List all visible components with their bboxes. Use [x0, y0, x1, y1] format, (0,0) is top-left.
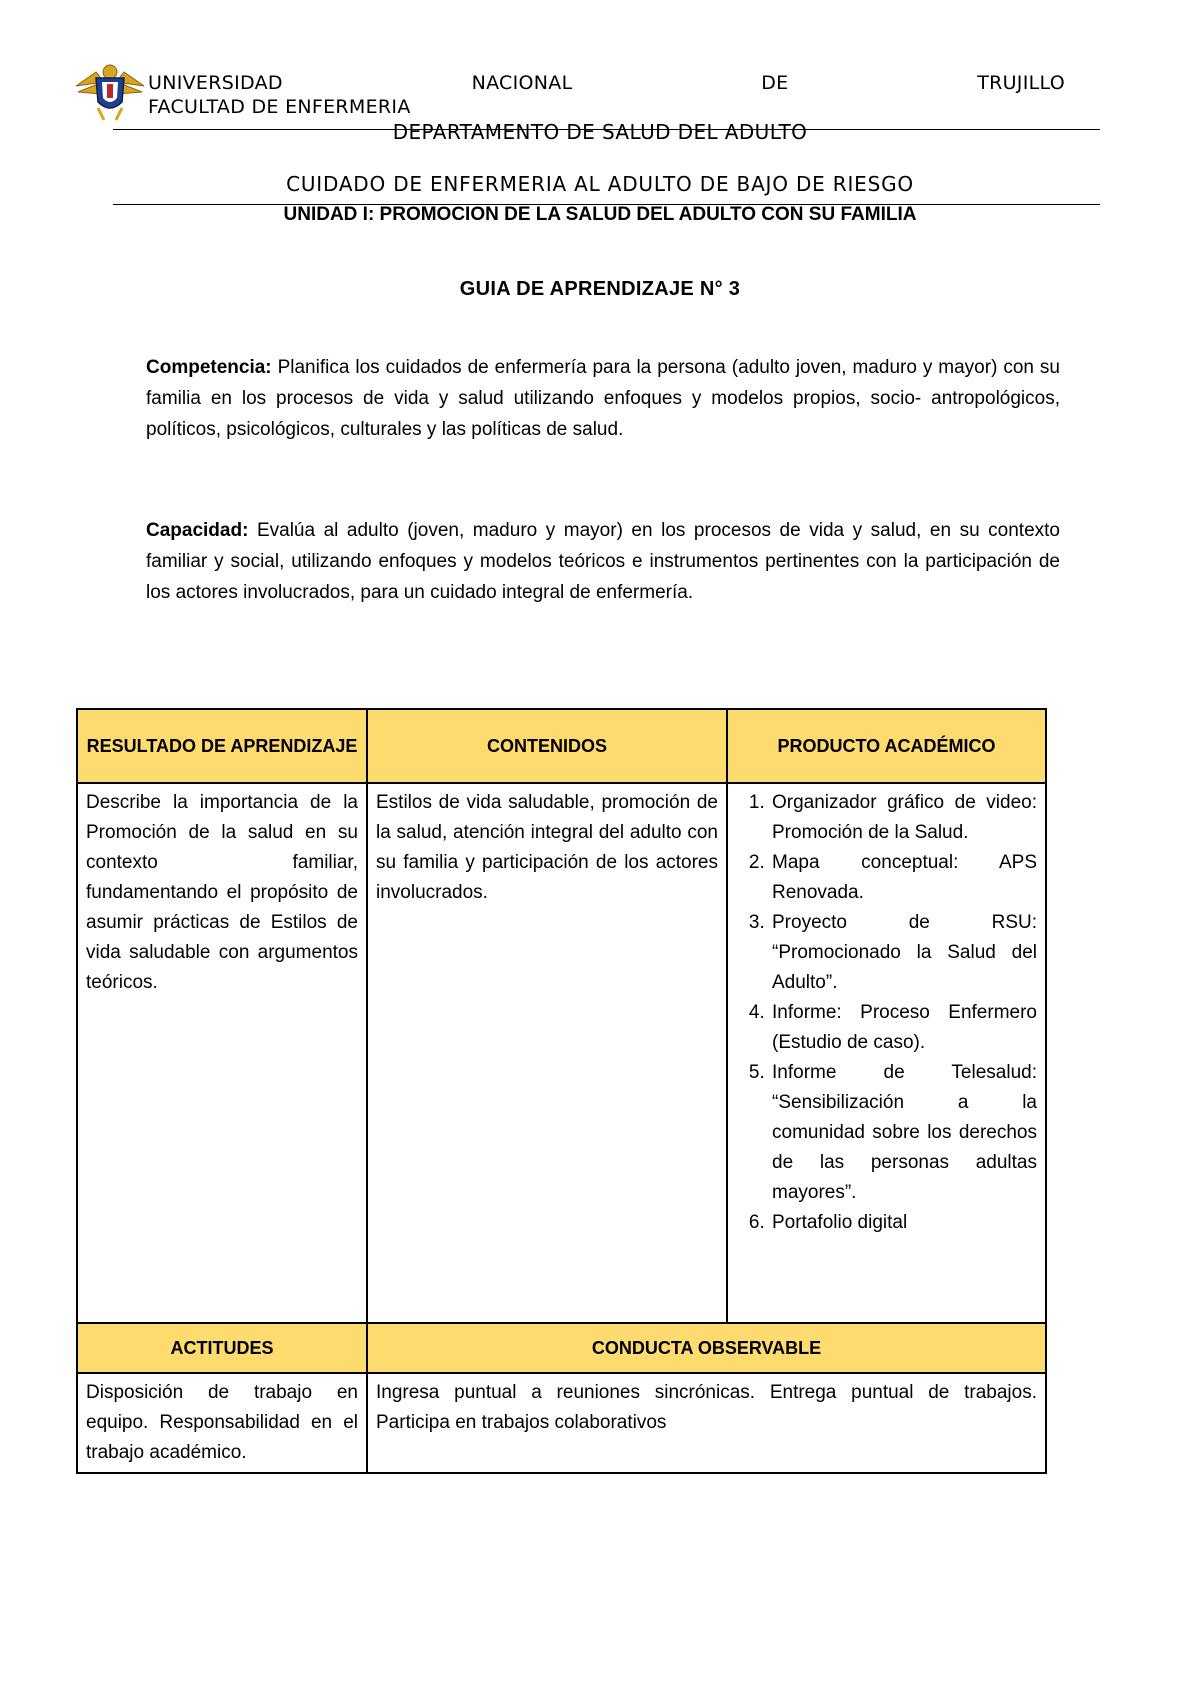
- university-name: [148, 72, 1065, 94]
- table-row: [77, 1373, 1046, 1473]
- conducta-cell: Ingresa puntual a reuniones sincrónicas. Entrega puntual de trabajos. Participa en trabajos colaborativos: [367, 1373, 1046, 1473]
- capacidad-paragraph: [146, 515, 1060, 608]
- header-contenidos: CONTENIDOS: [367, 709, 727, 783]
- university-word: UNIVERSIDAD: [148, 72, 283, 94]
- producto-list: [736, 788, 1037, 1238]
- guide-title: GUIA DE APRENDIZAJE N° 3: [459, 278, 741, 300]
- university-word: TRUJILLO: [977, 72, 1065, 94]
- table-header-row: [77, 1323, 1046, 1373]
- competencia-paragraph: [146, 352, 1060, 445]
- producto-cell: [727, 783, 1046, 1323]
- table-row: [77, 783, 1046, 1323]
- list-item: 3. Proyecto de RSU: “Promocionado la Salud del Adulto”.: [770, 908, 1037, 998]
- actitudes-cell: Disposición de trabajo en equipo. Responsabilidad en el trabajo académico.: [77, 1373, 367, 1473]
- university-seal-icon: [74, 58, 146, 122]
- course-title: CUIDADO DE ENFERMERIA AL ADULTO DE BAJO DE RIESGO: [286, 172, 914, 196]
- resultado-cell: Describe la importancia de la Promoción de la salud en su contexto familiar, fundamentando el propósito de asumir prácticas de Estilos de vida saludable con argumentos teóricos.: [77, 783, 367, 1323]
- list-item: 2. Mapa conceptual: APS Renovada.: [770, 848, 1037, 908]
- university-word: NACIONAL: [471, 72, 573, 94]
- list-item: 5. Informe de Telesalud: “Sensibilización a la comunidad sobre los derechos de las personas adultas mayores”.: [770, 1058, 1037, 1208]
- header-conducta: CONDUCTA OBSERVABLE: [367, 1323, 1046, 1373]
- learning-table: [76, 708, 1047, 1474]
- competencia-text: Planifica los cuidados de enfermería para la persona (adulto joven, maduro y mayor) con su familia en los procesos de vida y salud utilizando enfoques y modelos propios, socio- antropológicos, políticos, psicológicos, culturales y las políticas de salud.: [146, 357, 1060, 440]
- header-actitudes: ACTITUDES: [77, 1323, 367, 1373]
- department-name: DEPARTAMENTO DE SALUD DEL ADULTO: [392, 120, 808, 144]
- header-resultado: RESULTADO DE APRENDIZAJE: [77, 709, 367, 783]
- faculty-name: FACULTAD DE ENFERMERIA: [148, 96, 411, 118]
- list-item: 6. Portafolio digital: [770, 1208, 1037, 1238]
- list-item: 1. Organizador gráfico de video: Promoción de la Salud.: [770, 788, 1037, 848]
- capacidad-text: Evalúa al adulto (joven, maduro y mayor) en los procesos de vida y salud, en su contexto familiar y social, utilizando enfoques y modelos teóricos e instrumentos pertinentes con la participación de los actores involucrados, para un cuidado integral de enfermería.: [146, 520, 1060, 603]
- table-header-row: [77, 709, 1046, 783]
- contenidos-cell: Estilos de vida saludable, promoción de la salud, atención integral del adulto con su familia y participación de los actores involucrados.: [367, 783, 727, 1323]
- capacidad-label: Capacidad:: [146, 520, 249, 541]
- unit-title: UNIDAD I: PROMOCION DE LA SALUD DEL ADULTO CON SU FAMILIA: [283, 204, 917, 225]
- university-word: DE: [761, 72, 789, 94]
- header-producto: PRODUCTO ACADÉMICO: [727, 709, 1046, 783]
- list-item: 4. Informe: Proceso Enfermero (Estudio de caso).: [770, 998, 1037, 1058]
- competencia-label: Competencia:: [146, 357, 272, 378]
